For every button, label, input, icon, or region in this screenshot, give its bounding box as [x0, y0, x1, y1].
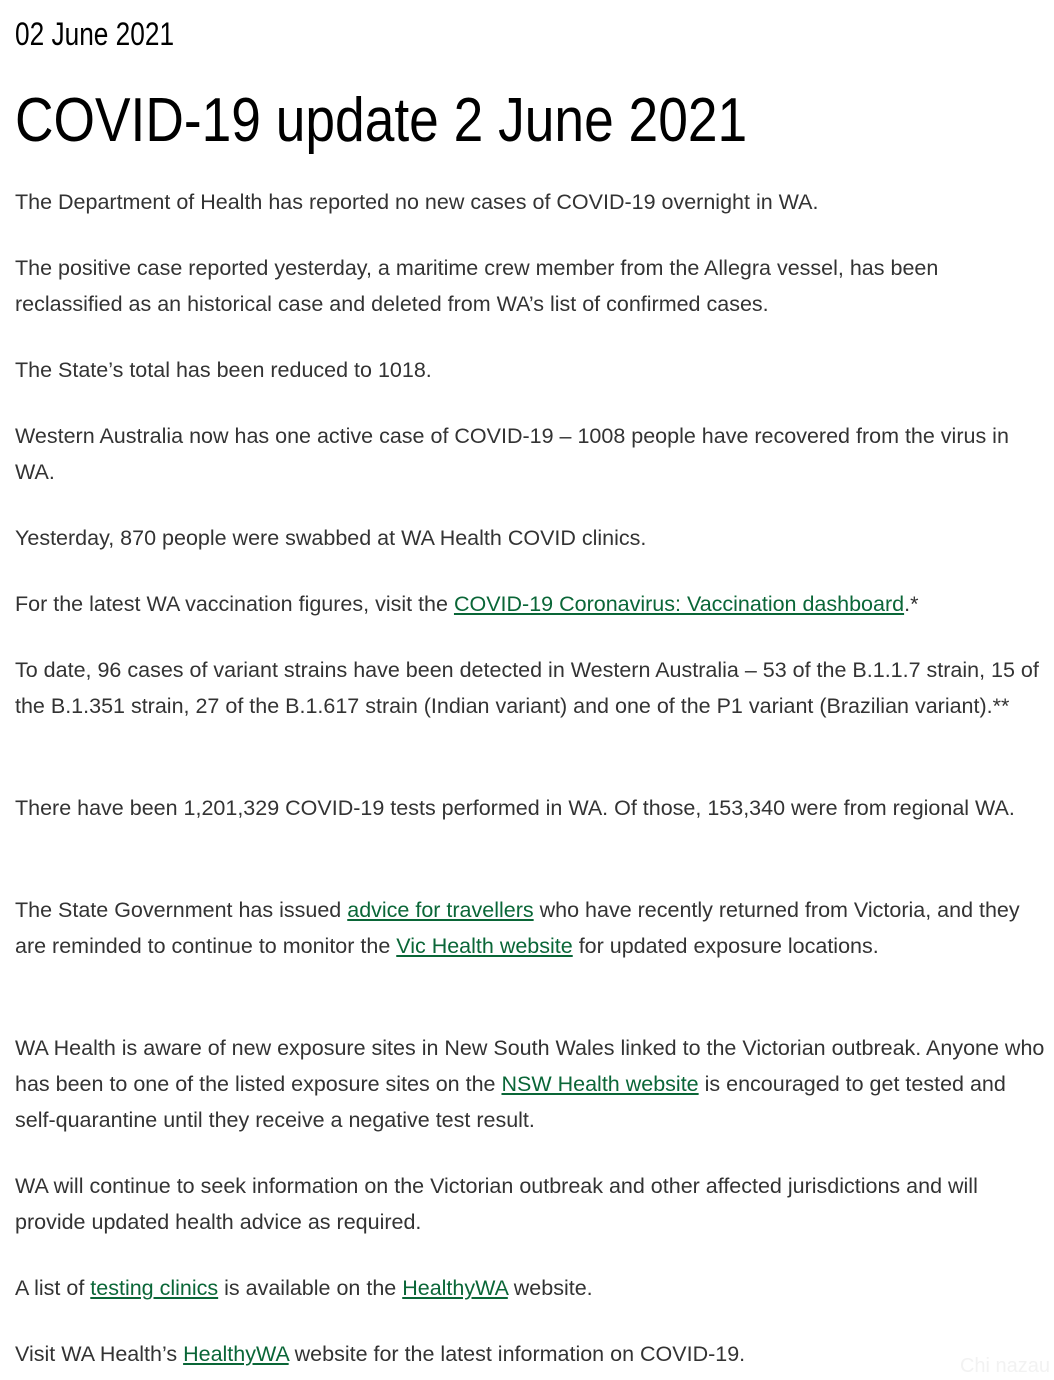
paragraph-active-cases: Western Australia now has one active case of COVID-19 – 1008 people have recovered from the virus in WA. [15, 424, 1009, 484]
paragraph-text: Visit WA Health’s [15, 1342, 184, 1366]
paragraph-variant-strains: To date, 96 cases of variant strains have been detected in Western Australia – 53 of the B.1.1.7 strain, 15 of the B.1.351 strain, 27 of the B.1.617 strain (Indian variant) and one of the P1 variant (Brazilian variant).** [15, 658, 1039, 718]
vic-health-website-link[interactable]: Vic Health website [396, 934, 573, 958]
paragraph-text: is available on the [218, 1276, 403, 1300]
page-title: COVID-19 update 2 June 2021 [15, 86, 748, 155]
vaccination-dashboard-link[interactable]: COVID-19 Coronavirus: Vaccination dashboard [453, 592, 905, 616]
nsw-health-website-link[interactable]: NSW Health website [501, 1072, 699, 1096]
watermark: Chi nazau [959, 1355, 1050, 1377]
paragraph-text: The State Government has issued [15, 898, 348, 922]
paragraph-text: is encouraged to get tested and self-quarantine until they receive a negative test result. [15, 1072, 1006, 1132]
paragraph-vaccination [15, 586, 1045, 622]
paragraph-latest-information [15, 1336, 1045, 1372]
paragraph-reclassified-case: The positive case reported yesterday, a maritime crew member from the Allegra vessel, has been reclassified as an historical case and deleted from WA’s list of confirmed cases. [15, 256, 939, 316]
paragraph-no-new-cases: The Department of Health has reported no new cases of COVID-19 overnight in WA. [15, 190, 819, 214]
healthywa-link[interactable]: HealthyWA [402, 1276, 508, 1300]
paragraph-testing-clinics [15, 1270, 1045, 1306]
paragraph-travellers [15, 892, 1045, 964]
publish-date: 02 June 2021 [15, 16, 175, 52]
paragraph-nsw-exposure [15, 1030, 1045, 1138]
paragraph-text: website. [507, 1276, 593, 1300]
paragraph-text: who have recently returned from Victoria, and they are reminded to continue to monitor the [15, 898, 1020, 958]
paragraph-text: website for the latest information on COVID-19. [288, 1342, 746, 1366]
paragraph-text: A list of [15, 1276, 91, 1300]
paragraph-tests-performed: There have been 1,201,329 COVID-19 tests performed in WA. Of those, 153,340 were from regional WA. [15, 796, 1015, 820]
advice-for-travellers-link[interactable]: advice for travellers [347, 898, 534, 922]
paragraph-state-total: The State’s total has been reduced to 1018. [15, 358, 432, 382]
healthywa-website-link[interactable]: HealthyWA [183, 1342, 289, 1366]
testing-clinics-link[interactable]: testing clinics [90, 1276, 219, 1300]
paragraph-text: .* [904, 592, 919, 616]
paragraph-text: for updated exposure locations. [572, 934, 879, 958]
paragraph-text: For the latest WA vaccination figures, visit the [15, 592, 454, 616]
paragraph-text: WA Health is aware of new exposure sites in New South Wales linked to the Victorian outbreak. Anyone who has been to one of the listed exposure sites on the [15, 1036, 1045, 1096]
paragraph-swabbed: Yesterday, 870 people were swabbed at WA Health COVID clinics. [15, 526, 647, 550]
paragraph-victorian-outbreak: WA will continue to seek information on the Victorian outbreak and other affected jurisdictions and will provide updated health advice as required. [15, 1174, 978, 1234]
